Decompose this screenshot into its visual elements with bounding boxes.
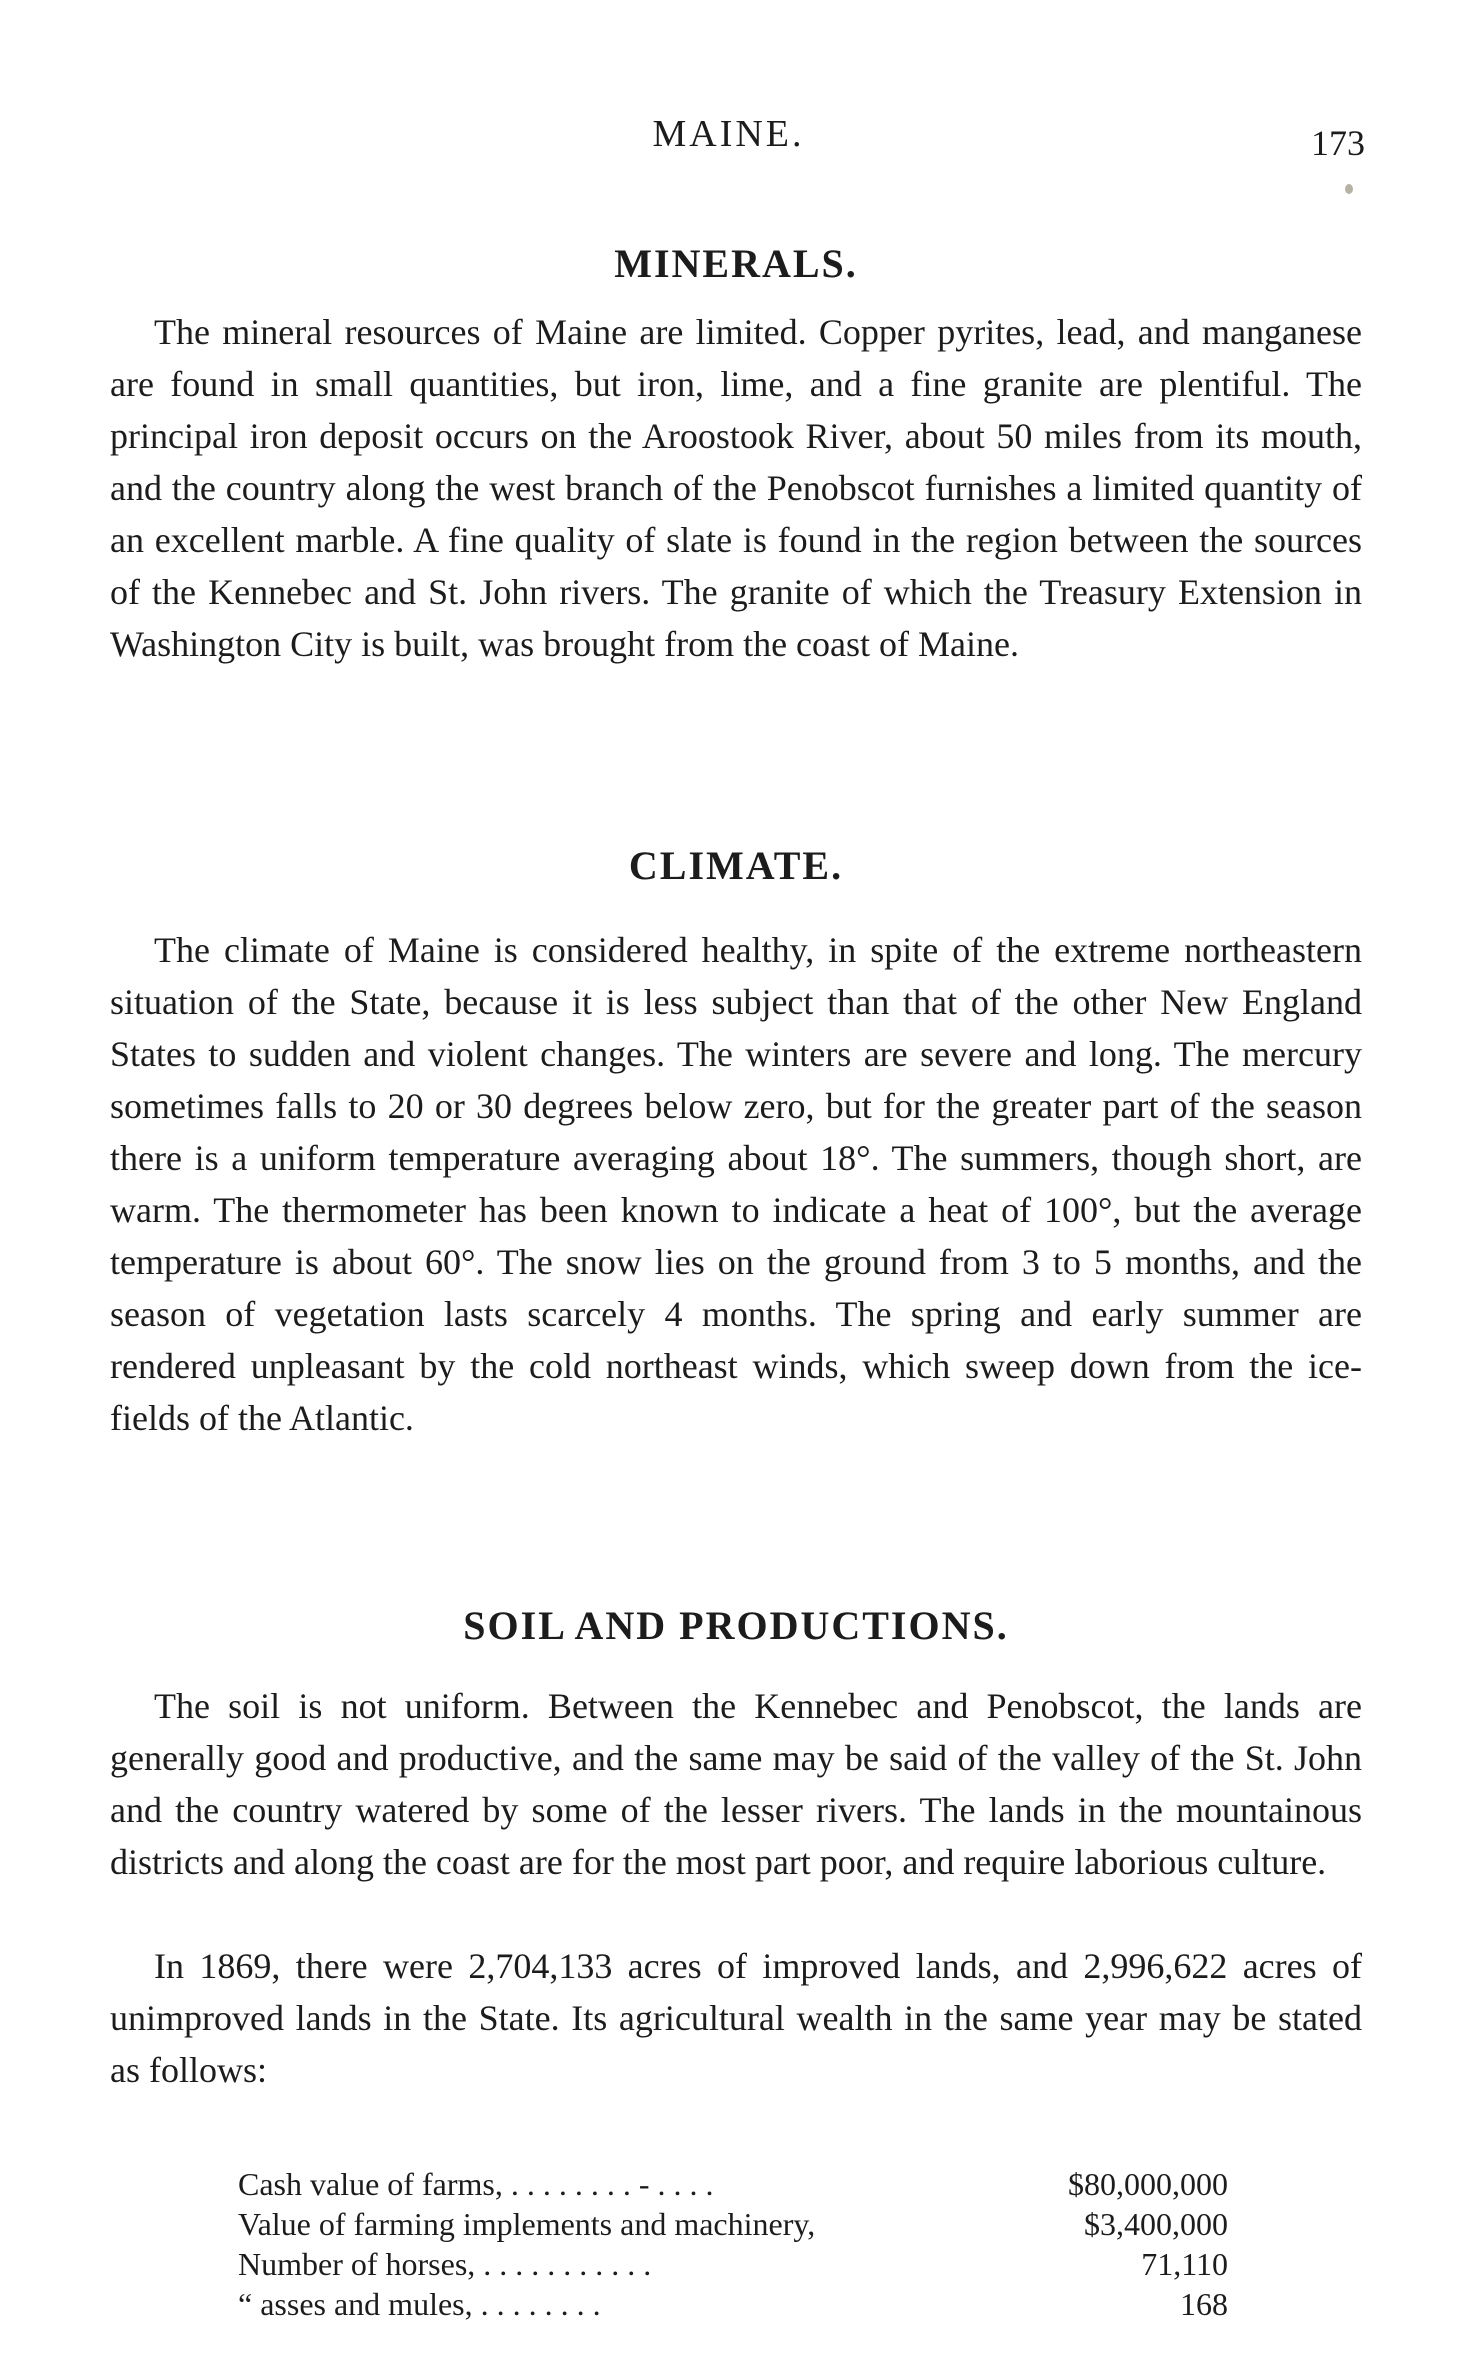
- stat-label: Number of horses, . . . . . . . . . . .: [238, 2246, 652, 2282]
- stat-row: [238, 2164, 1228, 2204]
- agricultural-stats-table: [238, 2164, 1228, 2324]
- section-heading-soil: SOIL AND PRODUCTIONS.: [463, 1603, 1009, 1648]
- paragraph-climate: The climate of Maine is considered healthy, in spite of the extreme northeastern situation of the State, because it is less subject than that of the other New England States to sudden and violent changes. The winters are severe and long. The mercury sometimes falls to 20 or 30 degrees below zero, but for the greater part of the season there is a uniform temperature averaging about 18°. The summers, though short, are warm. The thermometer has been known to indicate a heat of 100°, but the average temperature is about 60°. The snow lies on the ground from 3 to 5 months, and the season of vegetation lasts scarcely 4 months. The spring and early summer are rendered unpleasant by the cold northeast winds, which sweep down from the ice-fields of the Atlantic.: [110, 930, 1362, 1438]
- running-head: [0, 112, 1457, 172]
- stat-value: $3,400,000: [1084, 2206, 1228, 2242]
- stat-row: [238, 2284, 1228, 2324]
- stat-label: “ asses and mules, . . . . . . . .: [238, 2286, 601, 2322]
- paragraph-soil-1: The soil is not uniform. Between the Kennebec and Penobscot, the lands are generally good and productive, and the same may be said of the valley of the St. John and the country watered by some of the lesser rivers. The lands in the mountainous districts and along the coast are for the most part poor, and require laborious culture.: [110, 1686, 1362, 1882]
- stat-value: 168: [1180, 2286, 1228, 2322]
- stat-label: Value of farming implements and machinery,: [238, 2206, 816, 2242]
- section-heading-climate: CLIMATE.: [628, 843, 844, 888]
- stat-row: [238, 2204, 1228, 2244]
- ink-speck: [1345, 184, 1353, 194]
- section-heading-minerals: MINERALS.: [614, 241, 858, 286]
- stat-row: [238, 2244, 1228, 2284]
- stat-value: $80,000,000: [1068, 2166, 1228, 2202]
- page-number: 173: [1311, 123, 1365, 163]
- stat-label: Cash value of farms, . . . . . . . . - . . . .: [238, 2166, 714, 2202]
- paragraph-soil-2: In 1869, there were 2,704,133 acres of improved lands, and 2,996,622 acres of unimproved lands in the State. Its agricultural wealth in the same year may be stated as follows:: [110, 1946, 1362, 2090]
- running-title: MAINE.: [652, 113, 805, 155]
- paragraph-minerals: The mineral resources of Maine are limited. Copper pyrites, lead, and manganese are found in small quantities, but iron, lime, and a fine granite are plentiful. The principal iron deposit occurs on the Aroostook River, about 50 miles from its mouth, and the country along the west branch of the Penobscot furnishes a limited quantity of an excellent marble. A fine quality of slate is found in the region between the sources of the Kennebec and St. John rivers. The granite of which the Treasury Extension in Washington City is built, was brought from the coast of Maine.: [110, 312, 1362, 664]
- stat-value: 71,110: [1141, 2246, 1228, 2282]
